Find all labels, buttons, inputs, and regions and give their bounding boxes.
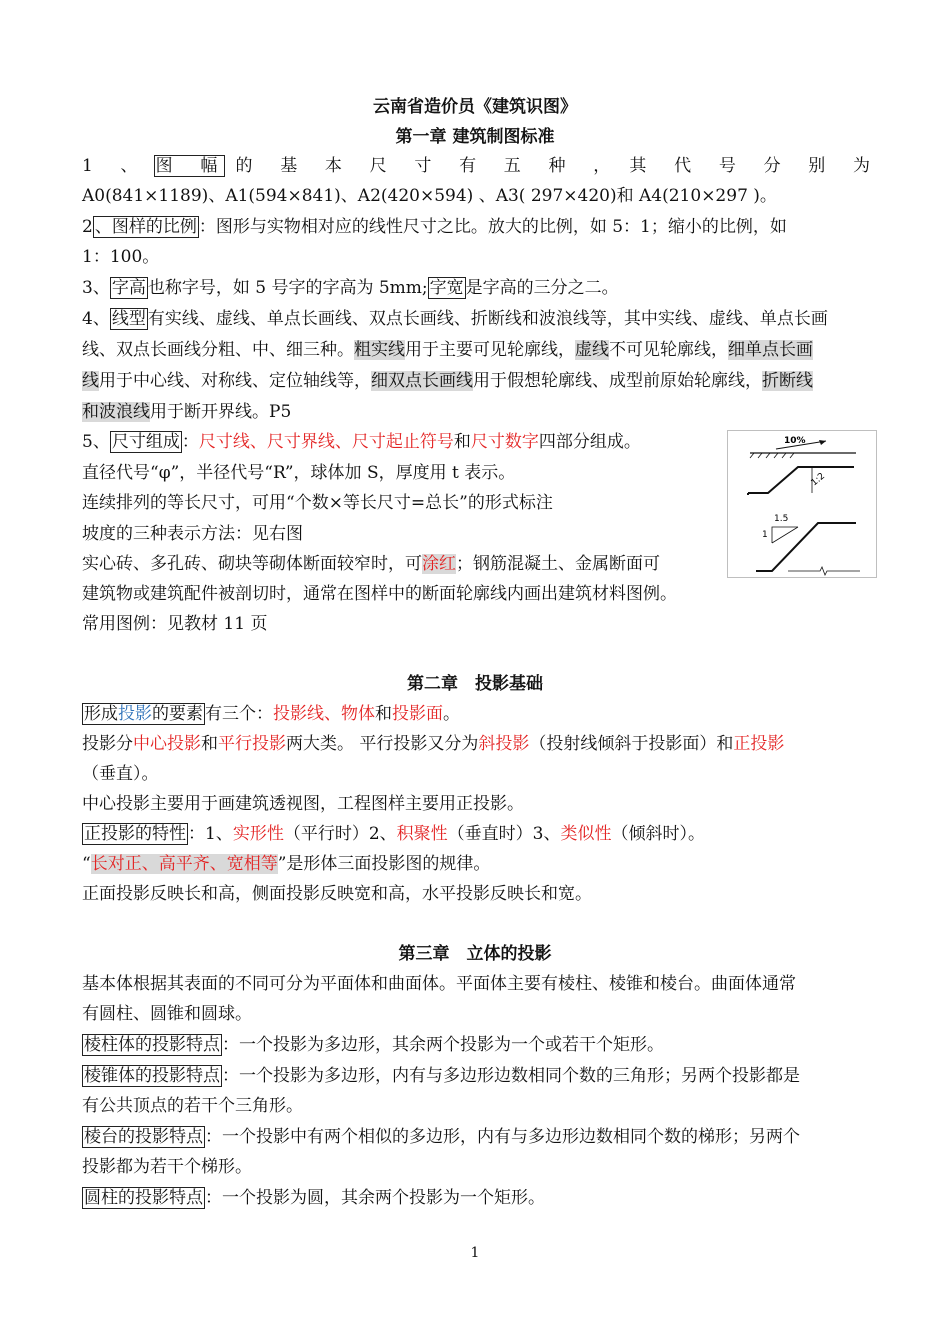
text: 。 bbox=[443, 704, 460, 724]
ch1-paragraph-4-line-2 bbox=[82, 335, 813, 365]
text: ：一个投影为多边形，其余两个投影为一个或若干个矩形。 bbox=[222, 1035, 664, 1055]
term-box: 图 幅 bbox=[155, 156, 223, 176]
term-box: 圆柱的投影特点 bbox=[84, 1188, 203, 1208]
highlight: 折断线 bbox=[762, 371, 813, 391]
red-term: 、 bbox=[324, 704, 341, 724]
chapter-3-title: 第三章 立体的投影 bbox=[398, 944, 552, 964]
ch1-paragraph-4-line-4 bbox=[82, 397, 291, 427]
highlight: 线 bbox=[82, 371, 99, 391]
blue-text: 投影 bbox=[118, 704, 152, 724]
slope-triangle-line bbox=[756, 523, 856, 571]
term-box: 、图样的比例 bbox=[94, 217, 197, 237]
ch1-continuous-dim-line: 连续排列的等长尺寸，可用“个数×等长尺寸=总长”的形式标注 bbox=[82, 493, 553, 513]
red-highlight: 长对正、高平齐、宽相等 bbox=[90, 854, 278, 874]
list-number: 4、 bbox=[82, 309, 110, 329]
ch3-paragraph-2 bbox=[82, 1030, 664, 1060]
term-box: 棱锥体的投影特点 bbox=[84, 1066, 220, 1086]
red-term: 尺寸界线 bbox=[266, 432, 335, 452]
red-term: 尺寸数字 bbox=[470, 432, 539, 452]
slope-ratio-label: 1:2 bbox=[809, 471, 828, 489]
text: 有三个： bbox=[205, 704, 273, 724]
break-line bbox=[788, 567, 860, 575]
red-term: 斜投影 bbox=[478, 734, 530, 754]
text: “ bbox=[82, 854, 91, 874]
list-number: 3、 bbox=[82, 278, 110, 298]
red-term: 正投影 bbox=[733, 734, 785, 754]
ch1-paragraph-4-line-3 bbox=[82, 366, 813, 396]
text: 实心砖、多孔砖、砌块等砌体断面较窄时，可 bbox=[82, 554, 422, 574]
chapter-1-title: 第一章 建筑制图标准 bbox=[395, 127, 555, 147]
text: ：一个投影中有两个相似的多边形，内有与多边形边数相同个数的梯形；另两个 bbox=[205, 1127, 800, 1147]
text: 用于中心线、对称线、定位轴线等， bbox=[99, 371, 371, 391]
highlight: 虚线 bbox=[575, 340, 609, 360]
red-term: 、 bbox=[334, 432, 352, 452]
text: 四部分组成。 bbox=[538, 432, 641, 452]
slope-ratio-line bbox=[748, 467, 854, 493]
text: 和 bbox=[453, 432, 471, 452]
text: （投射线倾斜于投影面）和 bbox=[529, 734, 734, 754]
red-term: 物体 bbox=[341, 704, 375, 724]
ch1-paragraph-5 bbox=[82, 427, 641, 457]
text: ”是形体三面投影图的规律。 bbox=[277, 854, 491, 874]
term-box: 正投影的特性 bbox=[84, 824, 186, 844]
text: 投影分 bbox=[82, 734, 133, 754]
text: ；钢筋混凝土、金属断面可 bbox=[456, 554, 660, 574]
text: 用于主要可见轮廓线， bbox=[405, 340, 575, 360]
ch1-paragraph-3 bbox=[82, 273, 619, 303]
red-term: 尺寸起止符号 bbox=[351, 432, 454, 452]
red-term: 积聚性 bbox=[396, 824, 448, 844]
text: （垂直时）3、 bbox=[447, 824, 561, 844]
red-term: 投影面 bbox=[392, 704, 443, 724]
ch1-paragraph-2 bbox=[82, 212, 787, 242]
hatch bbox=[750, 453, 794, 458]
ch3-paragraph-3-line-2: 有公共顶点的若干个三角形。 bbox=[82, 1096, 303, 1116]
highlight: 细单点长画 bbox=[728, 340, 813, 360]
text: 两大类。 平行投影又分为 bbox=[286, 734, 479, 754]
ch1-slope-line: 坡度的三种表示方法：见右图 bbox=[82, 524, 303, 544]
red-term: 实形性 bbox=[232, 824, 284, 844]
text: 用于断开界线。P5 bbox=[150, 402, 292, 422]
ch1-paragraph-1-line-2: A0(841×1189)、A1(594×841)、A2(420×594) 、A3( 297×420)和 A4(210×297 )。 bbox=[82, 186, 777, 206]
red-term: 中心投影 bbox=[133, 734, 201, 754]
text: （倾斜时）。 bbox=[611, 824, 705, 844]
term-box: 尺寸组成 bbox=[111, 432, 180, 452]
term-box: 线型 bbox=[111, 309, 146, 329]
ch1-legend-line: 常用图例：见教材 11 页 bbox=[82, 614, 268, 634]
term-box: 棱柱体的投影特点 bbox=[84, 1035, 220, 1055]
list-number: 5、 bbox=[82, 432, 110, 452]
ch3-paragraph-4-line-2: 投影都为若干个梯形。 bbox=[82, 1157, 252, 1177]
slope-run-label: 1.5 bbox=[774, 514, 789, 524]
slope-rise-label: 1 bbox=[762, 530, 768, 540]
text: 和 bbox=[375, 704, 392, 724]
ch2-paragraph-3: 中心投影主要用于画建筑透视图，工程图样主要用正投影。 bbox=[82, 794, 524, 814]
term-box: 棱台的投影特点 bbox=[84, 1127, 203, 1147]
text: 也称字号，如 5 号字的字高为 5mm; bbox=[147, 278, 428, 298]
ch3-paragraph-1: 基本体根据其表面的不同可分为平面体和曲面体。平面体主要有棱柱、棱锥和棱台。曲面体通常 bbox=[82, 974, 796, 994]
text: ：一个投影为圆，其余两个投影为一个矩形。 bbox=[205, 1188, 545, 1208]
highlight: 细双点长画线 bbox=[371, 371, 473, 391]
ch1-paragraph-4 bbox=[82, 304, 828, 334]
red-term: 、 bbox=[249, 432, 267, 452]
list-number: 2 bbox=[82, 217, 93, 237]
ch1-paragraph-2-line-2: 1：100。 bbox=[82, 247, 160, 267]
ch3-paragraph-1-line-2: 有圆柱、圆锥和圆球。 bbox=[82, 1004, 252, 1024]
text: 形成 bbox=[84, 704, 118, 724]
highlight: 粗实线 bbox=[354, 340, 405, 360]
page-number: 1 bbox=[470, 1245, 480, 1261]
text: ：1、 bbox=[188, 824, 233, 844]
ch2-paragraph-5 bbox=[82, 849, 490, 879]
red-term: 尺寸线 bbox=[198, 432, 250, 452]
text: 的要素 bbox=[152, 704, 203, 724]
document-title: 云南省造价员《建筑识图》 bbox=[373, 97, 577, 117]
text: 的 基 本 尺 寸 有 五 种 ， 其 代 号 分 别 为 bbox=[235, 156, 871, 176]
ch2-paragraph-4 bbox=[82, 819, 705, 849]
ch2-paragraph-1 bbox=[82, 699, 460, 729]
red-term: 类似性 bbox=[560, 824, 612, 844]
ch1-paragraph-1 bbox=[82, 151, 870, 181]
text: （平行时）2、 bbox=[283, 824, 397, 844]
text: 线、双点长画线分粗、中、细三种。 bbox=[82, 340, 354, 360]
ch2-paragraph-2-line-2: （垂直）。 bbox=[82, 764, 159, 784]
text: 是字高的三分之二。 bbox=[465, 278, 619, 298]
term-box bbox=[82, 703, 205, 725]
ch2-paragraph-6: 正面投影反映长和高，侧面投影反映宽和高，水平投影反映长和宽。 bbox=[82, 884, 592, 904]
ch1-section-line: 建筑物或建筑配件被剖切时，通常在图样中的断面轮廓线内画出建筑材料图例。 bbox=[82, 584, 677, 604]
ch3-paragraph-5 bbox=[82, 1183, 545, 1213]
red-highlight: 涂红 bbox=[422, 554, 456, 574]
text: ： bbox=[181, 432, 199, 452]
text: ：图形与实物相对应的线性尺寸之比。放大的比例，如 5：1；缩小的比例，如 bbox=[198, 217, 787, 237]
chapter-2-title: 第二章 投影基础 bbox=[407, 674, 543, 694]
term-box: 字高 bbox=[111, 278, 146, 298]
ch3-paragraph-3 bbox=[82, 1061, 800, 1091]
slope-figure bbox=[727, 430, 877, 578]
slope-percent-label: 10% bbox=[784, 436, 806, 446]
term-box: 字宽 bbox=[429, 278, 464, 298]
text: 用于假想轮廓线、成型前原始轮廓线， bbox=[473, 371, 762, 391]
red-term: 平行投影 bbox=[218, 734, 286, 754]
ch1-brick-line bbox=[82, 549, 660, 579]
ch3-paragraph-4 bbox=[82, 1122, 800, 1152]
text: 和 bbox=[201, 734, 218, 754]
text: ：一个投影为多边形，内有与多边形边数相同个数的三角形；另两个投影都是 bbox=[222, 1066, 800, 1086]
red-term: 投影线 bbox=[273, 704, 324, 724]
ch2-paragraph-2 bbox=[82, 729, 784, 759]
text: 不可见轮廓线， bbox=[609, 340, 728, 360]
highlight: 和波浪线 bbox=[82, 402, 150, 422]
list-number: 1 、 bbox=[82, 156, 143, 176]
text: 有实线、虚线、单点长画线、双点长画线、折断线和波浪线等，其中实线、虚线、单点长画 bbox=[147, 309, 828, 329]
ch1-diameter-line: 直径代号“φ”，半径代号“R”，球体加 S，厚度用 t 表示。 bbox=[82, 463, 516, 483]
slope-diagram bbox=[728, 431, 876, 577]
